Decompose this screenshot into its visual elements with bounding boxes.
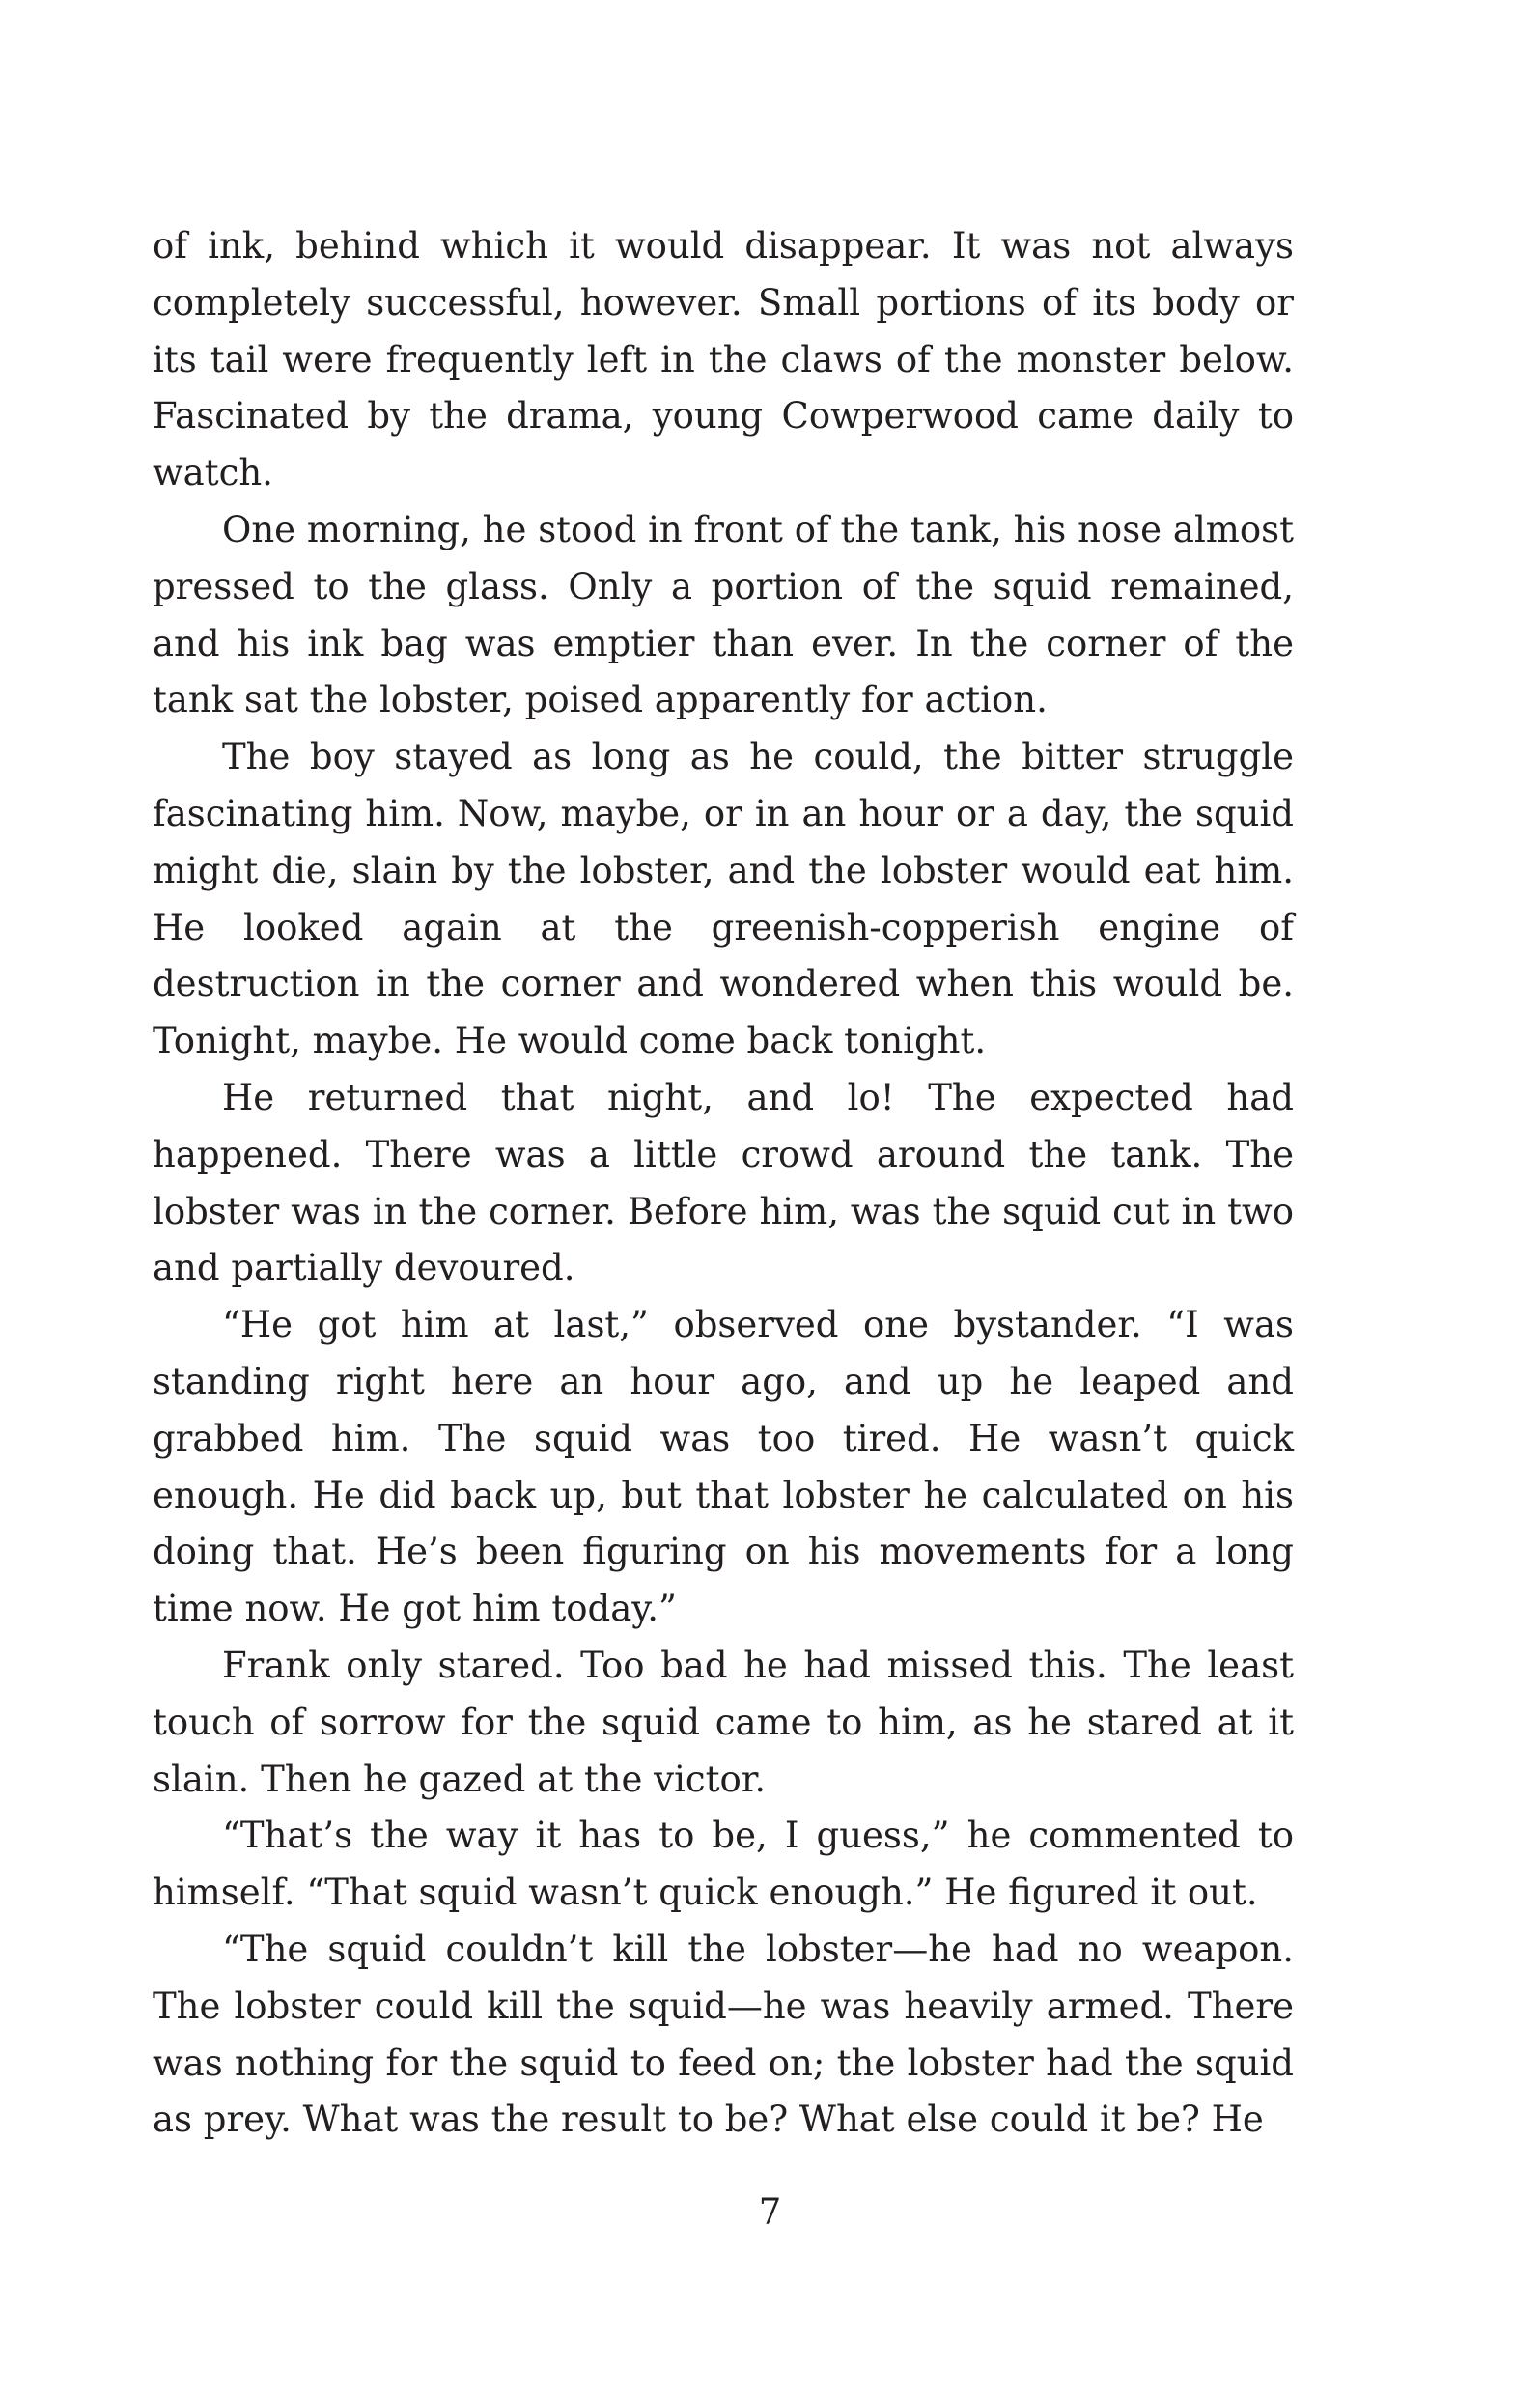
paragraph: “That’s the way it has to be, I guess,” he commented to himself. “That squid wasn’t quick enough.” He figured it out. <box>153 1815 1294 1914</box>
page-number: 7 <box>758 2191 782 2233</box>
paragraph: He returned that night, and lo! The expected had happened. There was a little crowd around the tank. The lobster was in the corner. Before him, was the squid cut in two and partially devoured. <box>153 1076 1294 1289</box>
paragraph: Frank only stared. Too bad he had missed this. The least touch of sorrow for the squid came to him, as he stared at it slain. Then he gazed at the victor. <box>153 1644 1294 1800</box>
paragraph: The boy stayed as long as he could, the bitter struggle fascinating him. Now, maybe, or in an hour or a day, the squid might die, slain by the lobster, and the lobster would eat him. He looked again at the greenish-copperish engine of destruction in the corner and wondered when this would be. Tonight, maybe. He would come back tonight. <box>153 736 1294 1062</box>
paragraph-continuation: of ink, behind which it would disappear. It was not always completely successful, however. Small portions of its body or its tail were frequently left in the claws of the monster below. Fascinated by the drama, young Cowperwood came daily to watch. <box>153 225 1294 494</box>
paragraph: “The squid couldn’t kill the lobster—he had no weapon. The lobster could kill the squid—he was heavily armed. There was nothing for the squid to feed on; the lobster had the squid as prey. What was the result to be? What else could it be? He <box>153 1928 1294 2141</box>
paragraph: “He got him at last,” observed one bystander. “I was standing right here an hour ago, and up he leaped and grabbed him. The squid was too tired. He wasn’t quick enough. He did back up, but that lobster he calculated on his doing that. He’s been figuring on his movements for a long time now. He got him today.” <box>153 1304 1294 1630</box>
body-text <box>153 218 1294 2149</box>
paragraph: One morning, he stood in front of the tank, his nose almost pressed to the glass. Only a portion of the squid remained, and his ink bag was emptier than ever. In the corner of the tank sat the lobster, poised apparently for action. <box>153 508 1294 721</box>
